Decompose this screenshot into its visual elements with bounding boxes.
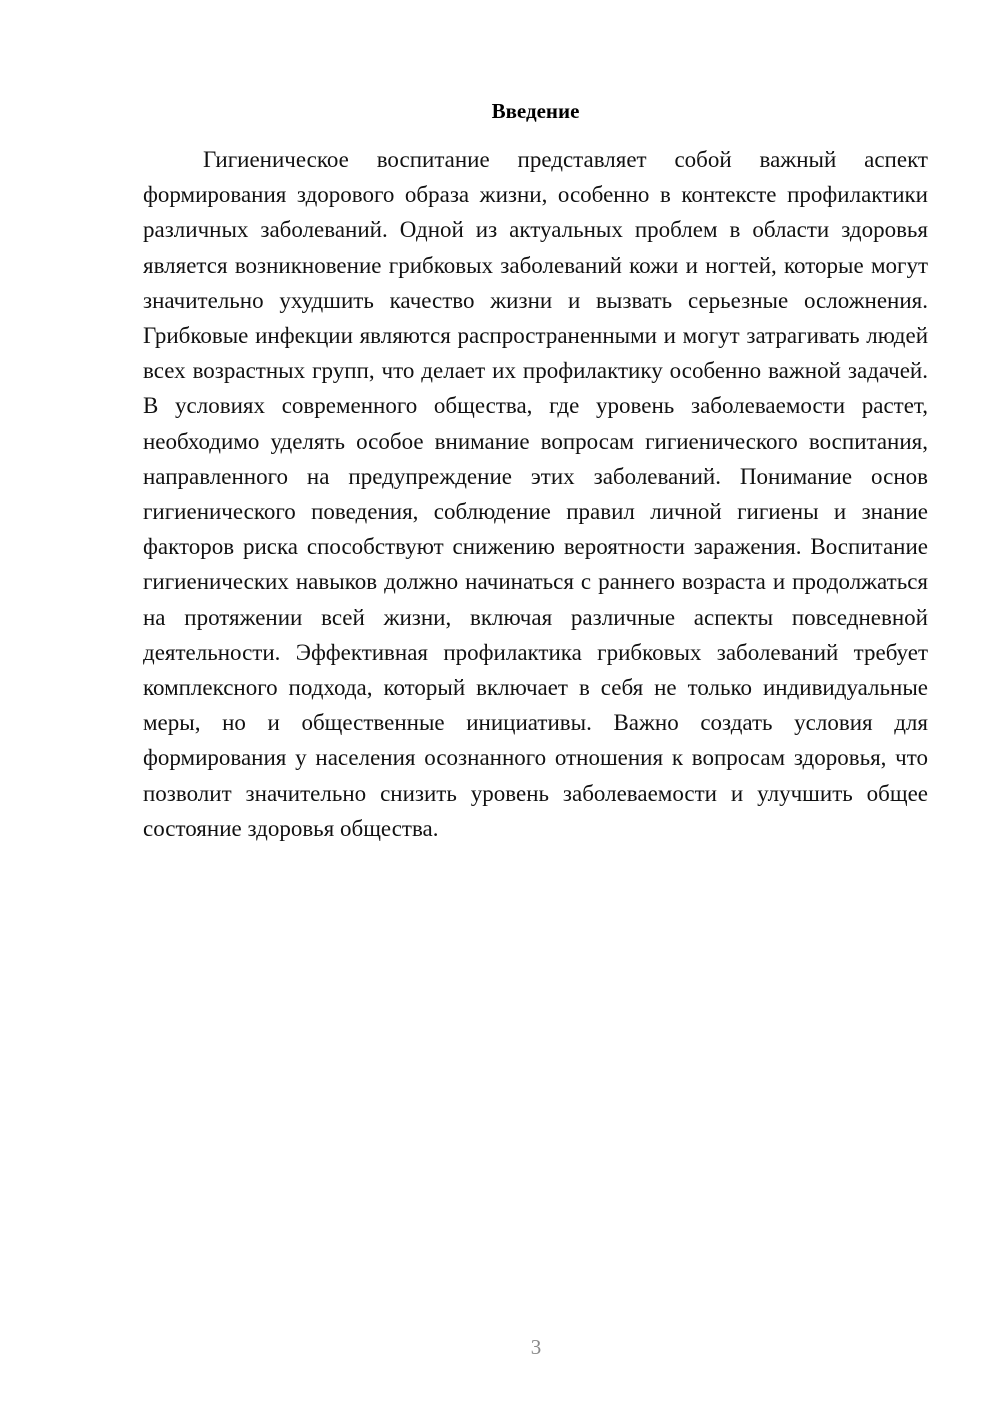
section-heading: Введение — [491, 99, 580, 123]
body-paragraph: Гигиеническое воспитание представляет собой важный аспект формирования здорового образа жизни, особенно в контексте профилактики различных заболеваний. Одной из актуальных проблем в области здоровья является возникновение грибковых заболеваний кожи и ногтей, которые могут значительно ухудшить качество жизни и вызвать серьезные осложнения. Грибковые инфекции являются распространенными и могут затрагивать людей всех возрастных групп, что делает их профилактику особенно важной задачей. В условиях современного общества, где уровень заболеваемости растет, необходимо уделять особое внимание вопросам гигиенического воспитания, направленного на предупреждение этих заболеваний. Понимание основ гигиенического поведения, соблюдение правил личной гигиены и знание факторов риска способствуют снижению вероятности заражения. Воспитание гигиенических навыков должно начинаться с раннего возраста и продолжаться на протяжении всей жизни, включая различные аспекты повседневной деятельности. Эффективная профилактика грибковых заболеваний требует комплексного подхода, который включает в себя не только индивидуальные меры, но и общественные инициативы. Важно создать условия для формирования у населения осознанного отношения к вопросам здоровья, что позволит значительно снизить уровень заболеваемости и улучшить общее состояние здоровья общества. — [143, 147, 928, 841]
page-number: 3 — [530, 1335, 542, 1359]
